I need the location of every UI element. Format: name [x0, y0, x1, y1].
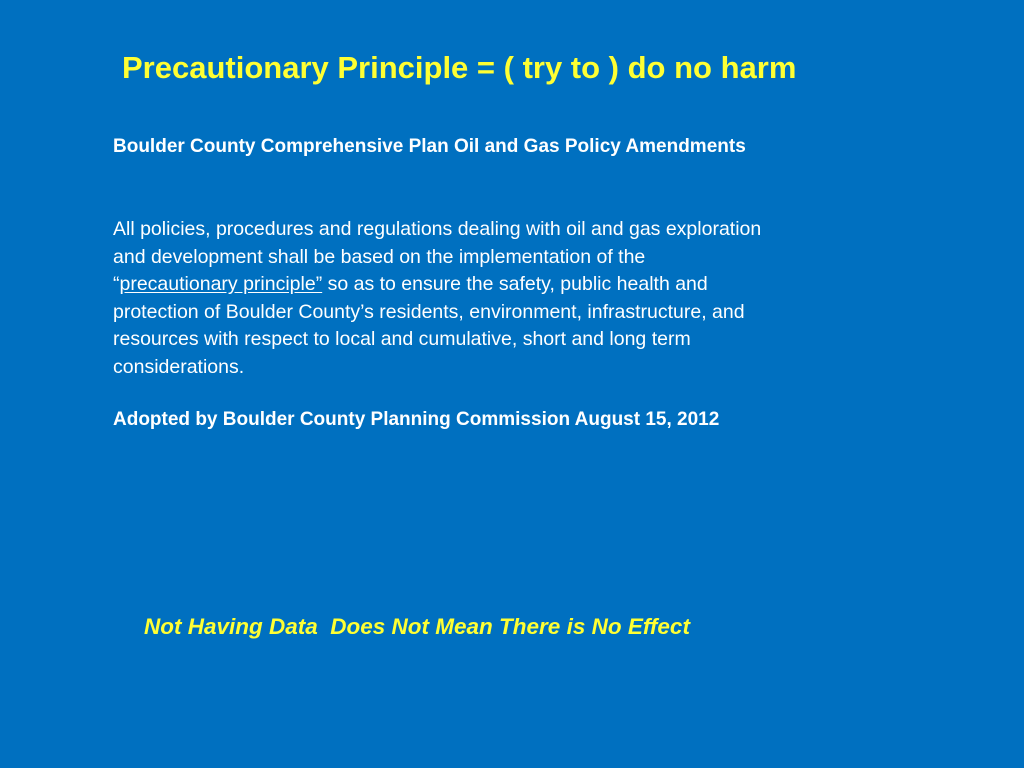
- slide-subtitle: Boulder County Comprehensive Plan Oil and Gas Policy Amendments: [113, 136, 746, 157]
- policy-line: All policies, procedures and regulations dealing with oil and gas exploration: [113, 218, 762, 240]
- policy-line-rest: so as to ensure the safety, public health and: [322, 273, 708, 295]
- policy-line: resources with respect to local and cumulative, short and long term: [113, 328, 691, 350]
- precautionary-principle-link[interactable]: precautionary principle”: [119, 273, 323, 295]
- policy-line: [113, 271, 903, 299]
- tagline: Not Having Data Does Not Mean There is No Effect: [144, 614, 690, 639]
- open-quote: “: [113, 273, 120, 295]
- slide-title: Precautionary Principle = ( try to ) do no harm: [122, 50, 797, 85]
- policy-line: protection of Boulder County’s residents, environment, infrastructure, and: [113, 300, 745, 323]
- policy-line: and development shall be based on the implementation of the: [113, 245, 646, 268]
- policy-paragraph: [113, 216, 903, 381]
- policy-line: considerations.: [113, 355, 245, 378]
- adoption-note: Adopted by Boulder County Planning Commission August 15, 2012: [113, 409, 720, 430]
